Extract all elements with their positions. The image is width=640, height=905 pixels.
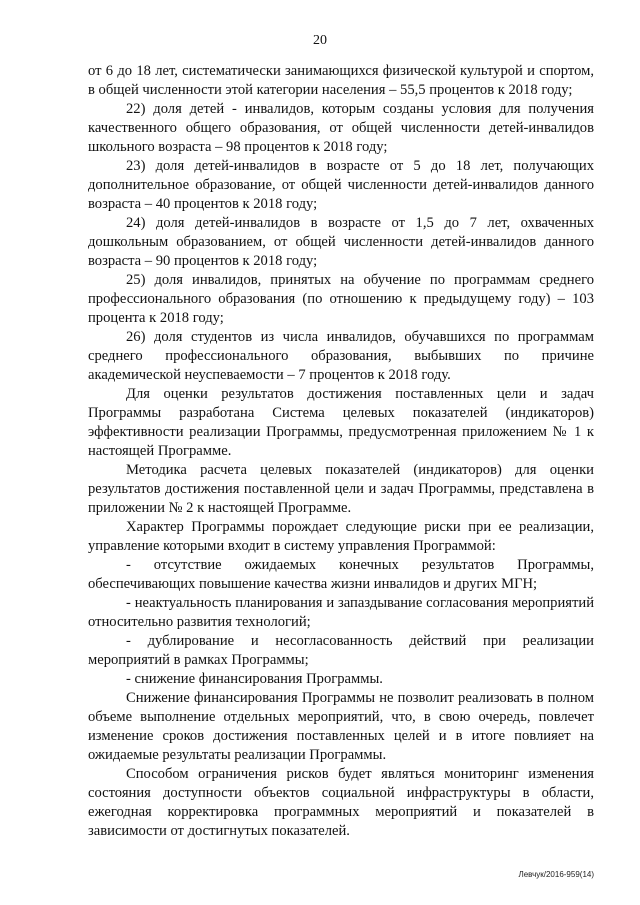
risk-item-planning: - неактуальность планирования и запаздывание согласования мероприятий относительно развития технологий; [88,595,594,630]
document-body [88,62,594,841]
list-item-25: 25) доля инвалидов, принятых на обучение по программам среднего профессионального образования (по отношению к предыдущему году) – 103 процента к 2018 году; [88,272,594,326]
risk-item-results: - отсутствие ожидаемых конечных результатов Программы, обеспечивающих повышение качества жизни инвалидов и других МГН; [88,557,594,592]
paragraph-evaluation-system: Для оценки результатов достижения поставленных цели и задач Программы разработана Система целевых показателей (индикаторов) эффективности реализации Программы, предусмотренная приложением № 1 к настоящей Программе. [88,386,594,459]
list-item-23: 23) доля детей-инвалидов в возрасте от 5 до 18 лет, получающих дополнительное образование, от общей численности детей-инвалидов данного возраста – 40 процентов к 2018 году; [88,158,594,212]
list-item-22: 22) доля детей - инвалидов, которым созданы условия для получения качественного общего образования, от общей численности детей-инвалидов школьного возраста – 98 процентов к 2018 году; [88,101,594,155]
document-footer-code: Левчук/2016-959(14) [518,870,594,879]
risk-item-duplication: - дублирование и несогласованность действий при реализации мероприятий в рамках Программы; [88,633,594,668]
risk-item-funding: - снижение финансирования Программы. [126,671,383,687]
paragraph-risk-mitigation: Способом ограничения рисков будет являться мониторинг изменения состояния доступности объектов социальной инфраструктуры в области, ежегодная корректировка программных мероприятий и показателей в зависимости от достигнутых показателей. [88,766,594,839]
list-item-24: 24) доля детей-инвалидов в возрасте от 1,5 до 7 лет, охваченных дошкольным образованием, от общей численности детей-инвалидов данного возраста – 90 процентов к 2018 году; [88,215,594,269]
page-number: 20 [313,33,327,48]
paragraph-continuation: от 6 до 18 лет, систематически занимающихся физической культурой и спортом, в общей численности этой категории населения – 55,5 процентов к 2018 году; [88,63,594,98]
list-item-26: 26) доля студентов из числа инвалидов, обучавшихся по программам среднего профессионального образования, выбывших по причине академической неуспеваемости – 7 процентов к 2018 году. [88,329,594,383]
paragraph-risks-intro: Характер Программы порождает следующие риски при ее реализации, управление которыми входит в систему управления Программой: [88,519,594,554]
paragraph-funding-impact: Снижение финансирования Программы не позволит реализовать в полном объеме выполнение отдельных мероприятий, что, в свою очередь, повлечет изменение сроков достижения поставленных целей и в итоге повлияет на ожидаемые результаты реализации Программы. [88,690,594,763]
paragraph-methodology: Методика расчета целевых показателей (индикаторов) для оценки результатов достижения поставленной цели и задач Программы, представлена в приложении № 2 к настоящей Программе. [88,462,594,516]
